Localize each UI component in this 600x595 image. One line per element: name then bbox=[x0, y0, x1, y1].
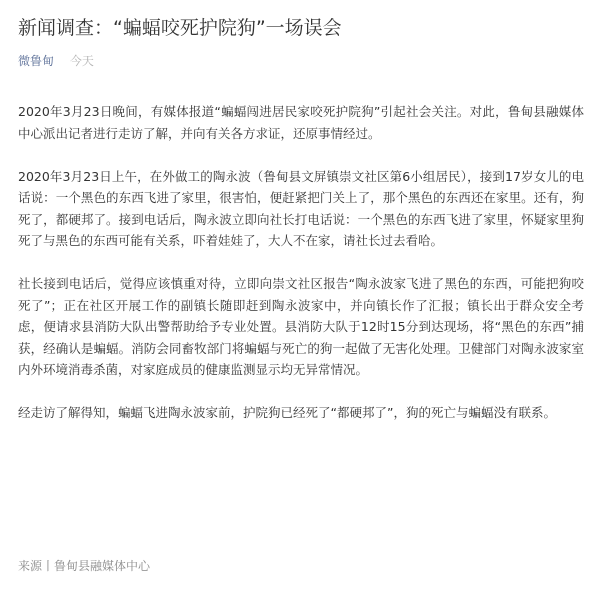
paragraph-incident: 2020年3月23日上午，在外做工的陶永波（鲁甸县文屏镇崇文社区第6小组居民），接到17岁女儿的电话说：一个黑色的东西飞进了家里，很害怕，便赶紧把门关上了，那个黑色的东西还在家里。还有，狗死了，都硬邦了。接到电话后，陶永波立即向社长打电话说：一个黑色的东西飞进了家里，怀疑家里狗死了与黑色的东西可能有关系，吓着娃娃了，大人不在家，请社长过去看哈。 bbox=[18, 168, 584, 248]
article-title: 新闻调查：“蝙蝠咬死护院狗”一场误会 bbox=[18, 17, 342, 39]
author-link[interactable]: 微鲁甸 bbox=[18, 54, 55, 68]
paragraph-response: 社长接到电话后，觉得应该慎重对待，立即向崇文社区报告“陶永波家飞进了黑色的东西，可能把狗咬死了”；正在社区开展工作的副镇长随即赶到陶永波家中，并向镇长作了汇报；镇长出于群众安全考虑，便请求县消防大队出警帮助给予专业处置。县消防大队于12时15分到达现场，将“黑色的东西”捕获，经确认是蝙蝠。消防会同畜牧部门将蝙蝠与死亡的狗一起做了无害化处理。卫健部门对陶永波家室内外环境消毒杀菌，对家庭成员的健康监测显示均无异常情况。 bbox=[18, 276, 584, 377]
publish-date: 今天 bbox=[69, 54, 94, 68]
paragraph-conclusion: 经走访了解得知，蝙蝠飞进陶永波家前，护院狗已经死了“都硬邦了”，狗的死亡与蝙蝠没有联系。 bbox=[18, 405, 556, 420]
article-meta bbox=[18, 52, 94, 70]
article-body bbox=[18, 101, 584, 445]
paragraph-intro: 2020年3月23日晚间，有媒体报道“蝙蝠闯进居民家咬死护院狗”引起社会关注。对此，鲁甸县融媒体中心派出记者进行走访了解，并向有关各方求证，还原事情经过。 bbox=[18, 104, 584, 141]
article-source: 来源丨鲁甸县融媒体中心 bbox=[18, 559, 151, 573]
